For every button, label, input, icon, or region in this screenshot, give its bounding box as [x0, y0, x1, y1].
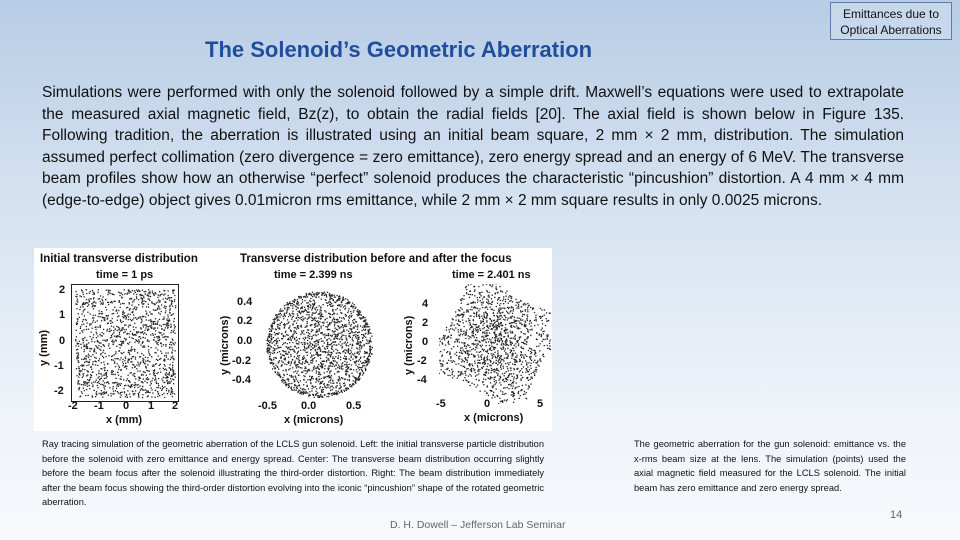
- page-number: 14: [890, 509, 903, 521]
- panel2-ytick: 0.0: [237, 335, 253, 347]
- panel1-time: time = 1 ps: [96, 269, 154, 281]
- panel1-xtick: -2: [68, 400, 78, 412]
- panel1-xtick: 1: [148, 400, 155, 412]
- panel1-xtick: 2: [172, 400, 179, 412]
- panel3-scatter: [439, 284, 551, 404]
- section-label: Emittances due to Optical Aberrations: [830, 2, 952, 40]
- panel2-ytick: -0.4: [232, 374, 251, 386]
- panel2-time: time = 2.399 ns: [274, 269, 353, 281]
- panel3-xlabel: x (microns): [464, 412, 524, 424]
- panel1-scatter: [71, 284, 179, 402]
- panel3-xtick: 0: [484, 398, 491, 410]
- panel3-ytick: -2: [417, 355, 427, 367]
- panel2-xtick: 0.0: [301, 400, 317, 412]
- panel1-ytick: -1: [54, 360, 64, 372]
- right-figure-title: Transverse distribution before and after the focus: [240, 253, 512, 265]
- figure-caption-left: Ray tracing simulation of the geometric aberration of the LCLS gun solenoid. Left: the initial transverse particle distribution before the solenoid with zero emittance and energy spread. Center: The transverse beam distribution occurring slightly before the beam focus after the solenoid illustrating the third-order distortion. Right: The beam distribution immediately after the beam focus showing the third-order distortion evolving into the iconic “pincushion” shape of the rotated geometric aberration.: [42, 439, 544, 507]
- panel3-time: time = 2.401 ns: [452, 269, 531, 281]
- panel2-ytick: 0.2: [237, 315, 253, 327]
- panel3-xtick: 5: [537, 398, 544, 410]
- panel2-xlabel: x (microns): [284, 414, 344, 426]
- panel3-ytick: -4: [417, 374, 427, 386]
- panel2-ytick: -0.2: [232, 355, 251, 367]
- body-paragraph: Simulations were performed with only the solenoid followed by a simple drift. Maxwell’s equations were used to extrapolate the measured axial magnetic field, Bz(z), to obtain the radial fields [20]. The axial field is shown below in Figure 135. Following tradition, the aberration is illustrated using an initial beam square, 2 mm × 2 mm, distribution. The simulation assumed perfect collimation (zero divergence = zero emittance), zero energy spread and an energy of 6 MeV. The transverse beam profiles show how an otherwise “perfect” solenoid produces the characteristic “pincushion” distortion. A 4 mm × 4 mm (edge-to-edge) object gives 0.01micron rms emittance, while 2 mm × 2 mm square results in only 0.0025 microns.: [42, 84, 904, 209]
- panel1-ytick: 1: [59, 309, 66, 321]
- panel2-xtick: -0.5: [258, 400, 277, 412]
- panel1-ytick: 0: [59, 335, 66, 347]
- panel1-ylabel: y (mm): [38, 329, 50, 366]
- panel1-xlabel: x (mm): [106, 414, 143, 426]
- panel1-xtick: 0: [123, 400, 130, 412]
- simulation-figure: [34, 248, 552, 431]
- panel3-ytick: 2: [422, 317, 429, 329]
- panel2-ylabel: y (microns): [219, 315, 231, 375]
- panel1-ytick: 2: [59, 284, 66, 296]
- footer-credit: D. H. Dowell – Jefferson Lab Seminar: [390, 519, 566, 531]
- panel2-ytick: 0.4: [237, 296, 253, 308]
- panel3-ytick: 4: [422, 298, 429, 310]
- panel3-ytick: 0: [422, 336, 429, 348]
- panel2-xtick: 0.5: [346, 400, 362, 412]
- figure-caption-right: The geometric aberration for the gun solenoid: emittance vs. the x-rms beam size at the lens. The simulation (points) used the axial magnetic field measured for the LCLS solenoid. The initial beam has zero emittance and zero energy spread.: [634, 439, 906, 493]
- panel3-ylabel: y (microns): [403, 315, 415, 375]
- panel2-scatter: [263, 284, 375, 404]
- panel1-xtick: -1: [94, 400, 104, 412]
- panel3-xtick: -5: [436, 398, 446, 410]
- left-figure-title: Initial transverse distribution: [40, 253, 198, 265]
- slide-title: The Solenoid’s Geometric Aberration: [205, 37, 593, 62]
- panel1-ytick: -2: [54, 385, 64, 397]
